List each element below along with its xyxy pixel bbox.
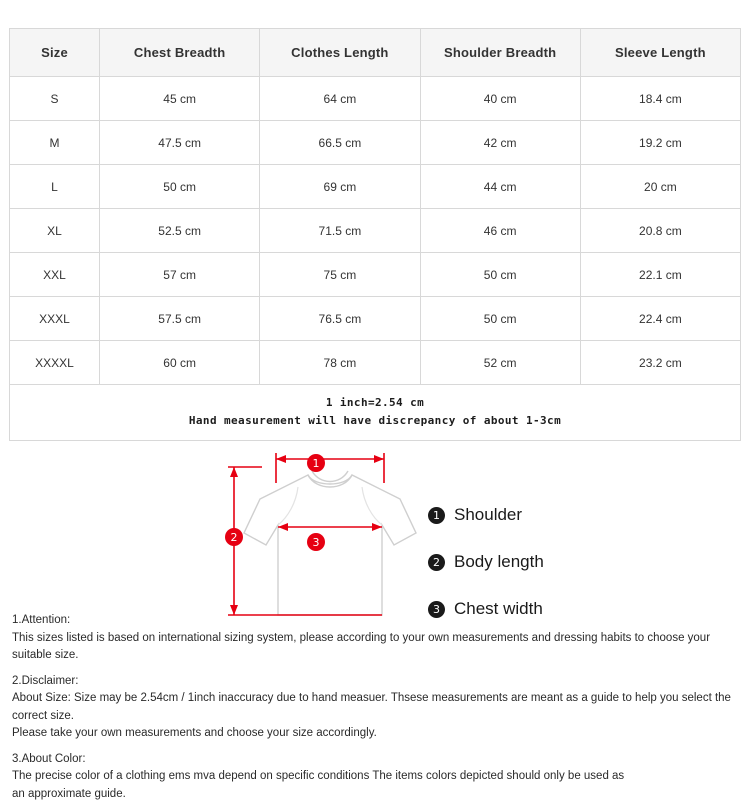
table-header-row xyxy=(10,29,741,77)
cell-sleeve-length: 22.4 cm xyxy=(580,297,740,341)
cell-shoulder-breadth: 42 cm xyxy=(420,121,580,165)
cell-clothes-length: 66.5 cm xyxy=(260,121,420,165)
table-row xyxy=(10,253,741,297)
cell-clothes-length: 78 cm xyxy=(260,341,420,385)
footnote-measurement-discrepancy: Hand measurement will have discrepancy of about 1-3cm xyxy=(14,412,736,430)
cell-clothes-length: 76.5 cm xyxy=(260,297,420,341)
cell-shoulder-breadth: 40 cm xyxy=(420,77,580,121)
size-table xyxy=(9,28,741,441)
legend-number-1-icon: 1 xyxy=(428,507,445,524)
tshirt-outline xyxy=(244,475,416,615)
table-row xyxy=(10,297,741,341)
legend-label-body-length: Body length xyxy=(454,552,544,572)
cell-chest-breadth: 52.5 cm xyxy=(100,209,260,253)
footnote-inch-conversion: 1 inch=2.54 cm xyxy=(14,394,736,412)
shoulder-measure-line xyxy=(276,453,384,483)
table-body xyxy=(10,77,741,441)
column-header-clothes-length: Clothes Length xyxy=(260,29,420,77)
about-color-line-1: The precise color of a clothing ems mva depend on specific conditions The items colors depicted should only be used as xyxy=(12,768,738,786)
cell-size: XXL xyxy=(10,253,100,297)
table-row xyxy=(10,77,741,121)
cell-size: XL xyxy=(10,209,100,253)
disclaimer-body-line-2: Please take your own measurements and choose your size accordingly. xyxy=(12,725,738,743)
cell-chest-breadth: 60 cm xyxy=(100,341,260,385)
cell-sleeve-length: 19.2 cm xyxy=(580,121,740,165)
shoulder-arrow-left-icon xyxy=(276,455,286,463)
table-row xyxy=(10,209,741,253)
cell-sleeve-length: 22.1 cm xyxy=(580,253,740,297)
legend-number-2-icon: 2 xyxy=(428,554,445,571)
attention-title: 1.Attention: xyxy=(12,612,738,630)
disclaimer-body-line-1: About Size: Size may be 2.54cm / 1inch inaccuracy due to hand measuer. Thsese measurements are meant as a guide to help you select the correct size. xyxy=(12,690,738,725)
table-footnote-row xyxy=(10,385,741,441)
cell-size: XXXXL xyxy=(10,341,100,385)
cell-size: L xyxy=(10,165,100,209)
legend-item-body-length xyxy=(428,550,628,574)
cell-sleeve-length: 18.4 cm xyxy=(580,77,740,121)
cell-sleeve-length: 23.2 cm xyxy=(580,341,740,385)
attention-body: This sizes listed is based on international sizing system, please according to your own measurements and dressing habits to choose your suitable size. xyxy=(12,630,738,665)
marker-2-label: 2 xyxy=(231,531,238,544)
cell-size: XXXL xyxy=(10,297,100,341)
about-color-line-2: an approximate guide. xyxy=(12,786,738,803)
cell-chest-breadth: 45 cm xyxy=(100,77,260,121)
about-color-title: 3.About Color: xyxy=(12,751,738,769)
legend-label-shoulder: Shoulder xyxy=(454,505,522,525)
cell-clothes-length: 64 cm xyxy=(260,77,420,121)
cell-sleeve-length: 20 cm xyxy=(580,165,740,209)
cell-size: S xyxy=(10,77,100,121)
legend-label-chest-width: Chest width xyxy=(454,599,543,619)
cell-chest-breadth: 47.5 cm xyxy=(100,121,260,165)
cell-size: M xyxy=(10,121,100,165)
table-row xyxy=(10,121,741,165)
body-length-arrow-top-icon xyxy=(230,467,238,477)
marker-3-label: 3 xyxy=(313,536,320,549)
cell-chest-breadth: 57 cm xyxy=(100,253,260,297)
shoulder-arrow-right-icon xyxy=(374,455,384,463)
column-header-shoulder-breadth: Shoulder Breadth xyxy=(420,29,580,77)
cell-clothes-length: 75 cm xyxy=(260,253,420,297)
disclaimer-title: 2.Disclaimer: xyxy=(12,673,738,691)
column-header-size: Size xyxy=(10,29,100,77)
cell-sleeve-length: 20.8 cm xyxy=(580,209,740,253)
cell-clothes-length: 71.5 cm xyxy=(260,209,420,253)
cell-shoulder-breadth: 50 cm xyxy=(420,253,580,297)
legend-number-3-icon: 3 xyxy=(428,601,445,618)
bottom-notes xyxy=(12,612,738,803)
cell-shoulder-breadth: 50 cm xyxy=(420,297,580,341)
cell-chest-breadth: 57.5 cm xyxy=(100,297,260,341)
cell-shoulder-breadth: 52 cm xyxy=(420,341,580,385)
column-header-chest-breadth: Chest Breadth xyxy=(100,29,260,77)
legend-item-shoulder xyxy=(428,503,628,527)
marker-1-label: 1 xyxy=(313,457,320,470)
table-header xyxy=(10,29,741,77)
table-footnote-cell xyxy=(10,385,741,441)
column-header-sleeve-length: Sleeve Length xyxy=(580,29,740,77)
cell-clothes-length: 69 cm xyxy=(260,165,420,209)
cell-chest-breadth: 50 cm xyxy=(100,165,260,209)
table-row xyxy=(10,341,741,385)
cell-shoulder-breadth: 46 cm xyxy=(420,209,580,253)
table-row xyxy=(10,165,741,209)
cell-shoulder-breadth: 44 cm xyxy=(420,165,580,209)
